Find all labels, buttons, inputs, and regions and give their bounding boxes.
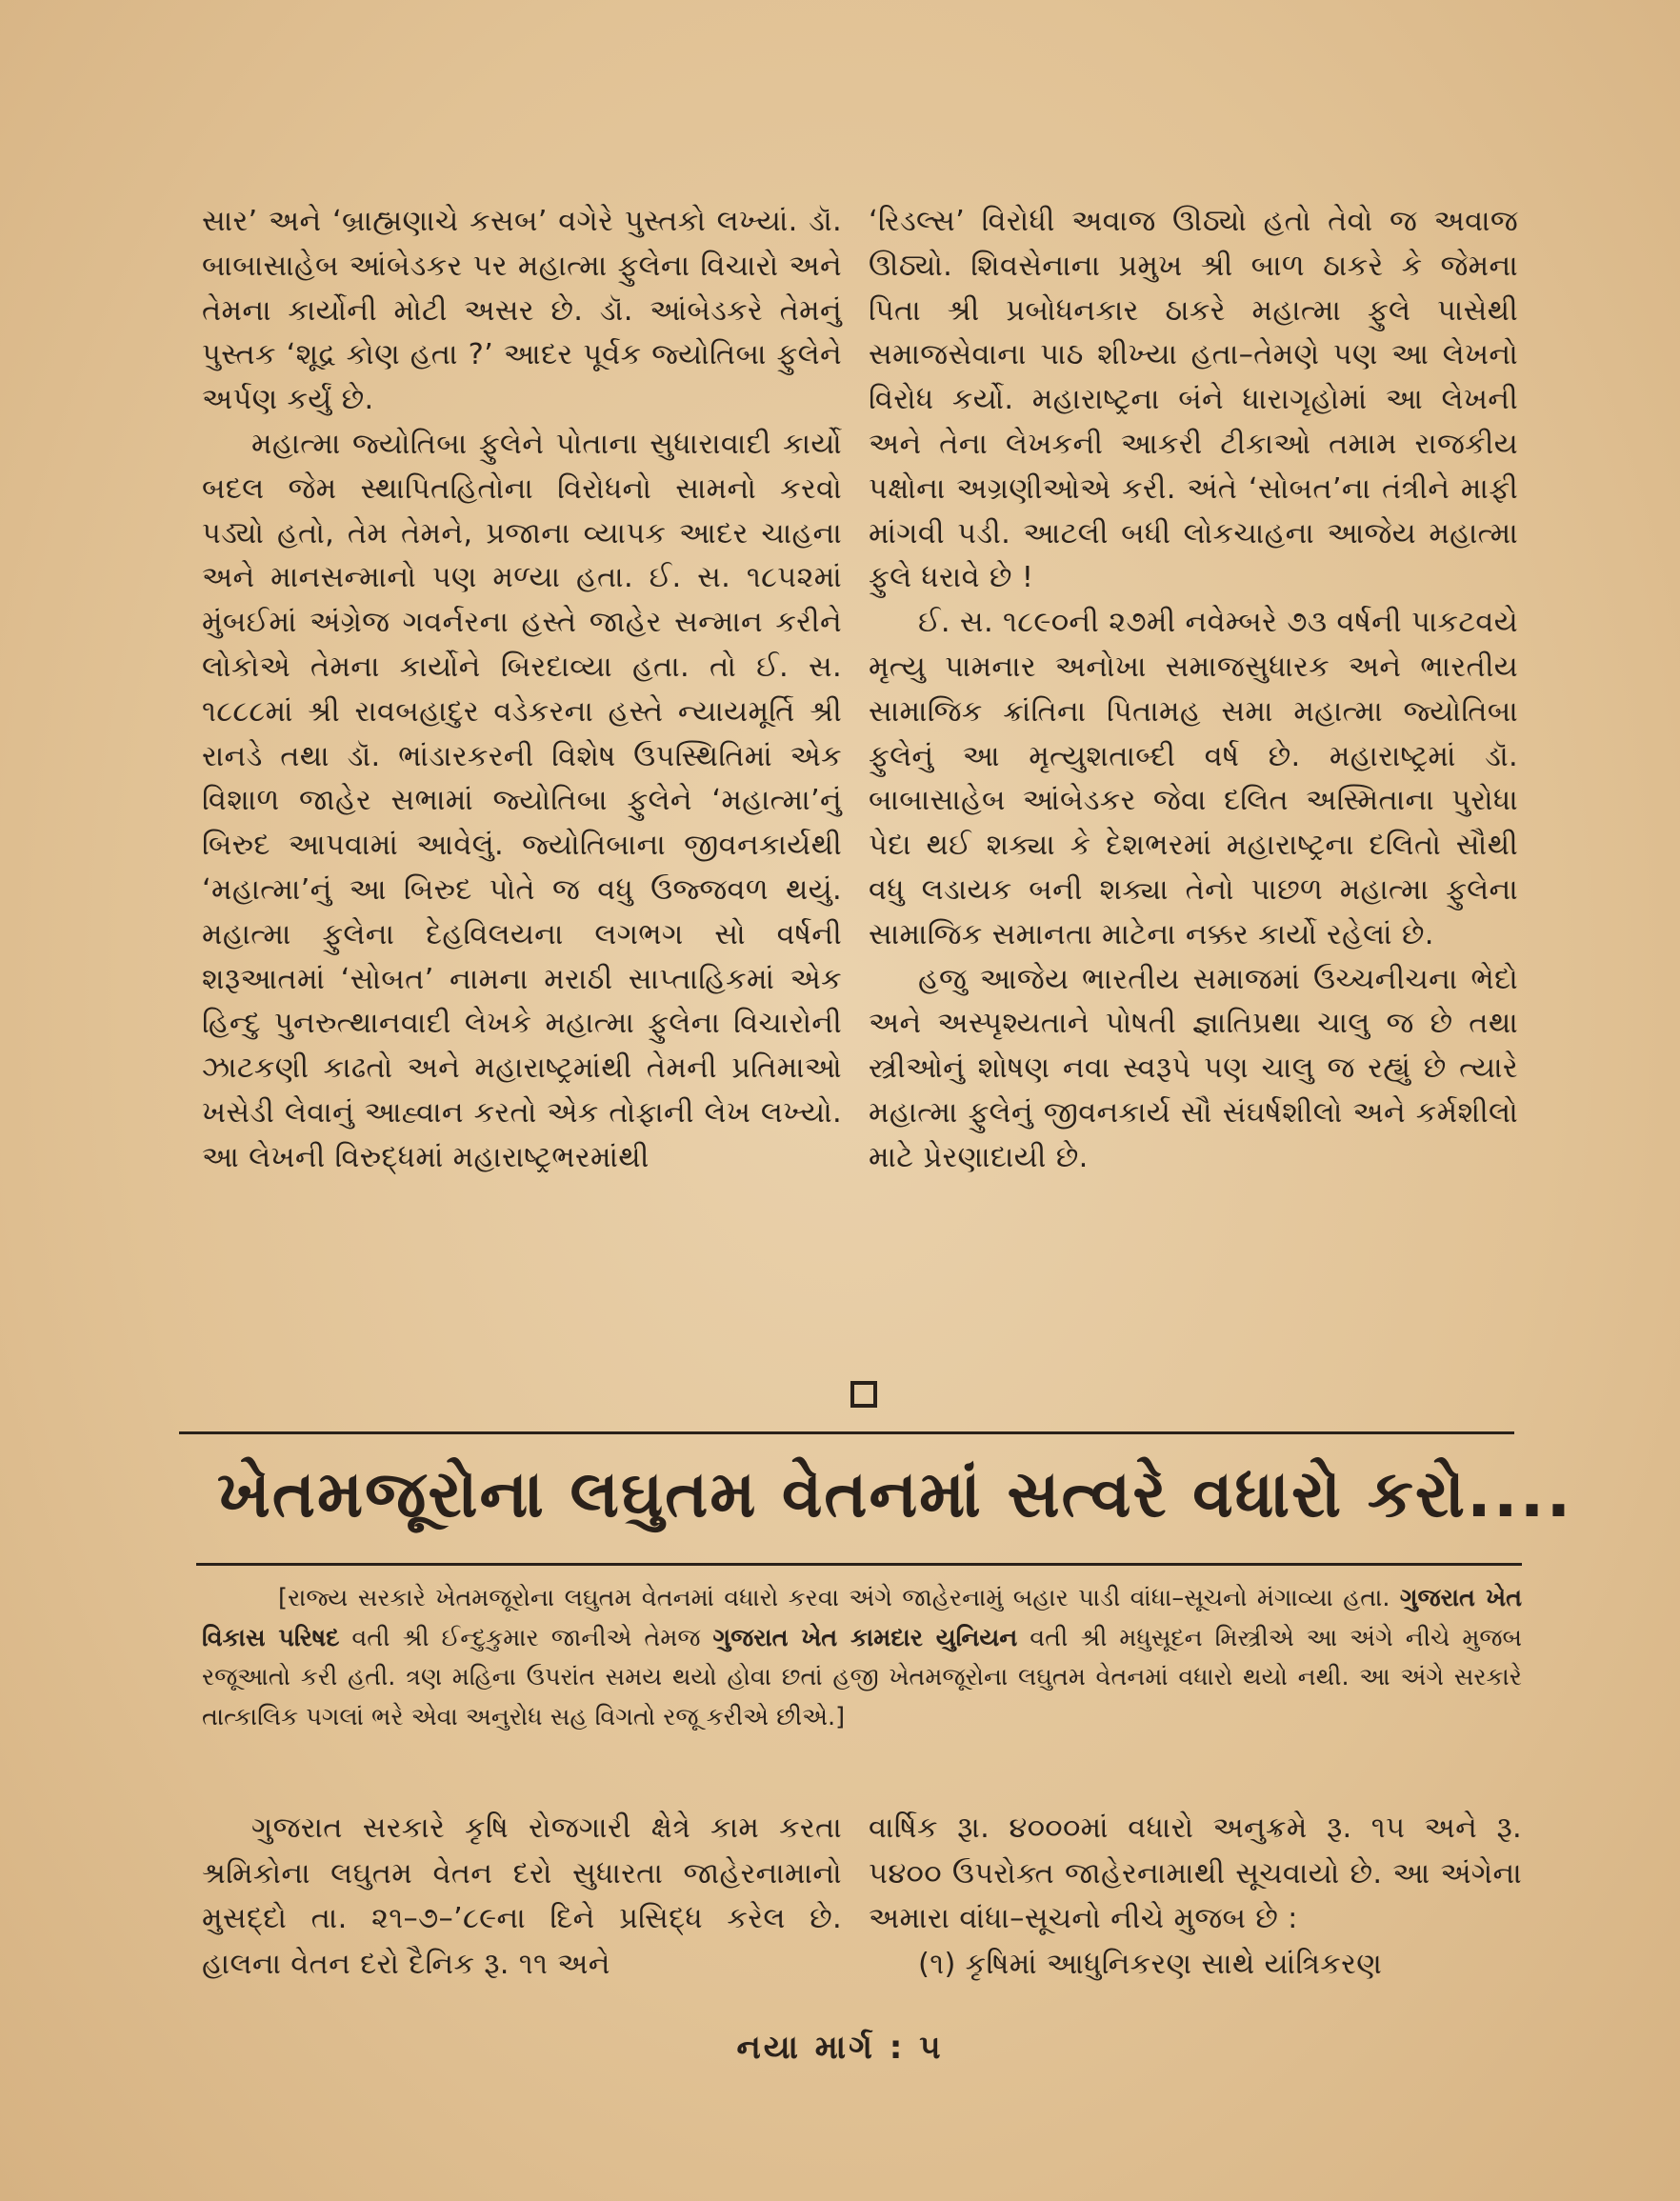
editor-note (202, 1579, 1522, 1737)
editor-note-org: ગુજરાત ખેત વિકાસ પરિષદ (202, 1584, 1523, 1652)
article-left-column (202, 200, 842, 1181)
editor-note-org: ગુજરાત ખેત કામદાર યુનિયન (712, 1623, 1018, 1652)
article-paragraph: વાર્ષિક રૂા. ૪૦૦૦માં વધારો અનુક્રમે રૂ. ૧૫ અને રૂ. ૫૪૦૦ ઉપરોક્ત જાહેરનામાથી સૂચવાયો છે. આ અંગેના અમારા વાંધા–સૂચનો નીચે મુજબ છે : (869, 1811, 1522, 1935)
editor-note-text: વતી શ્રી મધુસૂદન મિસ્ત્રીએ આ અંગે નીચે મુજબ રજૂઆતો કરી હતી. ત્રણ મહિના ઉપરાંત સમય થયો હોવા છતાં હજી ખેતમજૂરોના લઘુતમ વેતનમાં વધારો થયો નથી. આ અંગે સરકારે તાત્કાલિક પગલાં ભરે એવા અનુરોધ સહ વિગતો રજૂ કરીએ છીએ.] (202, 1623, 1523, 1731)
article-paragraph: ગુજરાત સરકારે કૃષિ રોજગારી ક્ષેત્રે કામ કરતા શ્રમિકોના લઘુતમ વેતન દરો સુધારતા જાહેરનામાનો મુસદ્દો તા. ૨૧–૭–’૮૯ના દિને પ્રસિદ્ધ કરેલ છે. હાલના વેતન દરો દૈનિક રૂ. ૧૧ અને (202, 1811, 842, 1981)
article-right-column (869, 200, 1518, 1181)
section-left-column (202, 1806, 842, 1987)
article-paragraph: મહાત્મા જ્યોતિબા ફુલેને પોતાના સુધારાવાદી કાર્યો બદલ જેમ સ્થાપિતહિતોના વિરોધનો સામનો કરવો પડ્યો હતો, તેમ તેમને, પ્રજાના વ્યાપક આદર ચાહના અને માનસન્માનો પણ મળ્યા હતા. ઈ. સ. ૧૮૫૨માં મુંબઈમાં અંગ્રેજ ગવર્નરના હસ્તે જાહેર સન્માન કરીને લોકોએ તેમના કાર્યોને બિરદાવ્યા હતા. તો ઈ. સ. ૧૮૮૮માં શ્રી રાવબહાદુર વડેકરના હસ્તે ન્યાયમૂર્તિ શ્રી રાનડે તથા ડૉ. ભાંડારકરની વિશેષ ઉપસ્થિતિમાં એક વિશાળ જાહેર સભામાં જ્યોતિબા ફુલેને ‘મહાત્મા’નું બિરુદ આપવામાં આવેલું. જ્યોતિબાના જીવનકાર્યથી ‘મહાત્મા’નું આ બિરુદ પોતે જ વધુ ઉજ્જવળ થયું. મહાત્મા ફુલેના દેહવિલયના લગભગ સો વર્ષની શરૂઆતમાં ‘સોબત’ નામના મરાઠી સાપ્તાહિકમાં એક હિન્દુ પુનરુત્થાનવાદી લેખકે મહાત્મા ફુલેના વિચારોની ઝાટકણી કાઢતો અને મહારાષ્ટ્રમાંથી તેમની પ્રતિમાઓ ખસેડી લેવાનું આહ્વાન કરતો એક તોફાની લેખ લખ્યો. આ લેખની વિરુદ્ધમાં મહારાષ્ટ્રભરમાંથી (202, 427, 842, 1174)
section-right-column (869, 1806, 1522, 1987)
editor-note-text: વતી શ્રી ઈન્દુકુમાર જાનીએ તેમજ (339, 1623, 713, 1652)
heading-bottom-divider (196, 1563, 1522, 1566)
editor-note-text: [રાજ્ય સરકારે ખેતમજૂરોના લઘુતમ વેતનમાં વધારો કરવા અંગે જાહેરનામું બહાર પાડી વાંધા–સૂચનો મંગાવ્યા હતા. (278, 1584, 1400, 1612)
section-heading: ખેતમજૂરોના લઘુતમ વેતનમાં સત્વરે વધારો કરો.... (217, 1457, 1573, 1532)
heading-top-divider (179, 1431, 1514, 1434)
article-paragraph: ઈ. સ. ૧૮૯૦ની ૨૭મી નવેમ્બરે ૭૩ વર્ષની પાકટવયે મૃત્યુ પામનાર અનોખા સમાજસુધારક અને ભારતીય સામાજિક ક્રાંતિના પિતામહ સમા મહાત્મા જ્યોતિબા ફુલેનું આ મૃત્યુશતાબ્દી વર્ષ છે. મહારાષ્ટ્રમાં ડૉ. બાબાસાહેબ આંબેડકર જેવા દલિત અસ્મિતાના પુરોધા પેદા થઈ શક્યા કે દેશભરમાં મહારાષ્ટ્રના દલિતો સૌથી વધુ લડાયક બની શક્યા તેનો પાછળ મહાત્મા ફુલેના સામાજિક સમાનતા માટેના નક્કર કાર્યો રહેલાં છે. (869, 606, 1518, 951)
article-paragraph: સાર’ અને ‘બ્રાહ્મણાચે કસબ’ વગેરે પુસ્તકો લખ્યાં. ડૉ. બાબાસાહેબ આંબેડકર પર મહાત્મા ફુલેના વિચારો અને તેમના કાર્યોની મોટી અસર છે. ડૉ. આંબેડકરે તેમનું પુસ્તક ‘શૂદ્ર કોણ હતા ?’ આદર પૂર્વક જ્યોતિબા ફુલેને અર્પણ કર્યું છે. (202, 205, 842, 417)
article-paragraph: (૧) કૃષિમાં આધુનિકરણ સાથે યાંત્રિકરણ (918, 1947, 1383, 1981)
article-end-square-icon (850, 1381, 877, 1408)
article-paragraph: હજુ આજેય ભારતીય સમાજમાં ઉચ્ચનીચના ભેદો અને અસ્પૃશ્યતાને પોષતી જ્ઞાતિપ્રથા ચાલુ જ છે તથા સ્ત્રીઓનું શોષણ નવા સ્વરૂપે પણ ચાલુ જ રહ્યું છે ત્યારે મહાત્મા ફુલેનું જીવનકાર્ય સૌ સંઘર્ષશીલો અને કર્મશીલો માટે પ્રેરણાદાયી છે. (869, 962, 1518, 1174)
article-paragraph: ‘રિડલ્સ’ વિરોધી અવાજ ઊઠ્યો હતો તેવો જ અવાજ ઊઠ્યો. શિવસેનાના પ્રમુખ શ્રી બાળ ઠાકરે કે જેમના પિતા શ્રી પ્રબોધનકાર ઠાકરે મહાત્મા ફુલે પાસેથી સમાજસેવાના પાઠ શીખ્યા હતા–તેમણે પણ આ લેખનો વિરોધ કર્યો. મહારાષ્ટ્રના બંને ધારાગૃહોમાં આ લેખની અને તેના લેખકની આકરી ટીકાઓ તમામ રાજકીય પક્ષોના અગ્રણીઓએ કરી. અંતે ‘સોબત’ના તંત્રીને માફી માંગવી પડી. આટલી બધી લોકચાહના આજેય મહાત્મા ફુલે ધરાવે છે ! (869, 205, 1518, 595)
page-footer: નયા માર્ગ : ૫ (736, 2029, 944, 2067)
